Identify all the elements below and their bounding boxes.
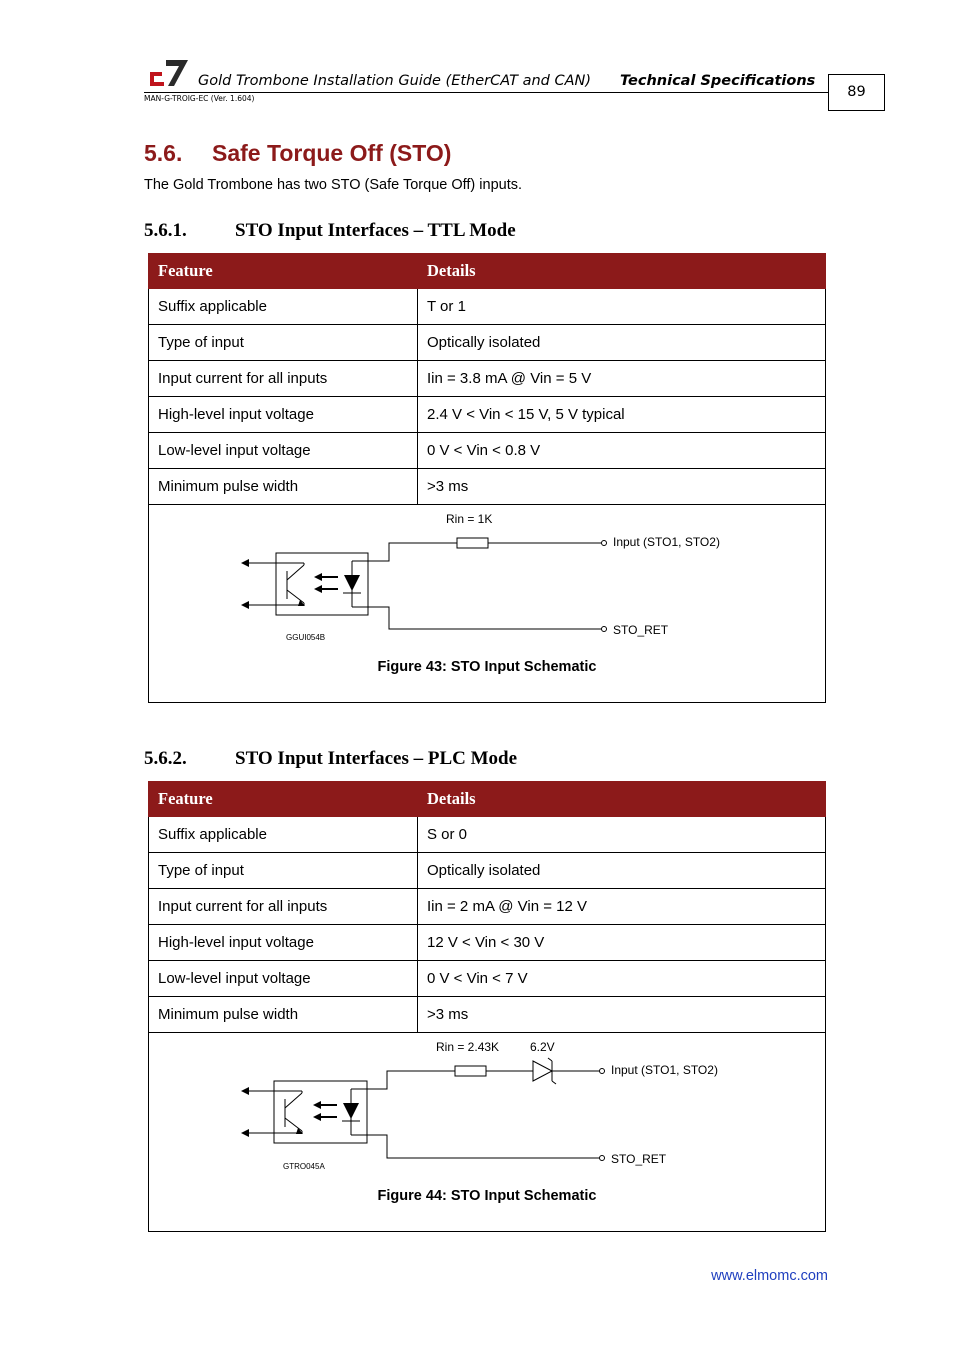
page-number: 89 bbox=[828, 74, 885, 111]
resistor-rin bbox=[457, 538, 488, 548]
section-title: Safe Torque Off (STO) bbox=[212, 140, 452, 166]
section-intro: The Gold Trombone has two STO (Safe Torque Off) inputs. bbox=[144, 177, 522, 193]
feature-cell: Minimum pulse width bbox=[149, 997, 418, 1033]
schematic-code: GTRO045A bbox=[283, 1162, 325, 1171]
ttl-heading bbox=[144, 220, 516, 242]
details-cell: S or 0 bbox=[418, 817, 826, 853]
table-header-details: Details bbox=[418, 782, 826, 817]
details-cell: >3 ms bbox=[418, 469, 826, 505]
ttl-title: STO Input Interfaces – TTL Mode bbox=[235, 220, 516, 241]
details-cell: 0 V < Vin < 0.8 V bbox=[418, 433, 826, 469]
table-row bbox=[149, 397, 826, 433]
rin-label: Rin = 1K bbox=[446, 512, 493, 526]
details-cell: 0 V < Vin < 7 V bbox=[418, 961, 826, 997]
feature-cell: Minimum pulse width bbox=[149, 469, 418, 505]
section-heading bbox=[144, 140, 451, 167]
feature-cell: High-level input voltage bbox=[149, 397, 418, 433]
table-header-row bbox=[149, 782, 826, 817]
ttl-number: 5.6.1. bbox=[144, 220, 187, 241]
feature-cell: Suffix applicable bbox=[149, 817, 418, 853]
schematic-code: GGUI054B bbox=[286, 633, 326, 642]
table-row bbox=[149, 325, 826, 361]
footer-website-link[interactable]: www.elmomc.com bbox=[711, 1268, 828, 1284]
sto-ret-label: STO_RET bbox=[613, 623, 669, 637]
details-cell: Optically isolated bbox=[418, 853, 826, 889]
header-section-name: Technical Specifications bbox=[620, 73, 816, 89]
resistor-rin bbox=[455, 1066, 486, 1076]
table-row bbox=[149, 289, 826, 325]
feature-cell: Low-level input voltage bbox=[149, 433, 418, 469]
rin-label: Rin = 2.43K bbox=[436, 1040, 500, 1054]
plc-number: 5.6.2. bbox=[144, 748, 187, 769]
plc-figure-caption: Figure 44: STO Input Schematic bbox=[377, 1188, 597, 1204]
input-label: Input (STO1, STO2) bbox=[611, 1063, 718, 1077]
table-header-feature: Feature bbox=[149, 782, 418, 817]
details-cell: 12 V < Vin < 30 V bbox=[418, 925, 826, 961]
feature-cell: Low-level input voltage bbox=[149, 961, 418, 997]
details-cell: >3 ms bbox=[418, 997, 826, 1033]
table-row bbox=[149, 853, 826, 889]
details-cell: Iin = 3.8 mA @ Vin = 5 V bbox=[418, 361, 826, 397]
table-row bbox=[149, 433, 826, 469]
plc-title: STO Input Interfaces – PLC Mode bbox=[235, 748, 518, 769]
table-header-details: Details bbox=[418, 254, 826, 289]
plc-table bbox=[148, 781, 826, 1033]
table-row bbox=[149, 469, 826, 505]
table-row bbox=[149, 925, 826, 961]
header-version: MAN-G-TROIG-EC (Ver. 1.604) bbox=[144, 94, 255, 103]
table-row bbox=[149, 997, 826, 1033]
details-cell: Optically isolated bbox=[418, 325, 826, 361]
details-cell: 2.4 V < Vin < 15 V, 5 V typical bbox=[418, 397, 826, 433]
details-cell: T or 1 bbox=[418, 289, 826, 325]
table-header-row bbox=[149, 254, 826, 289]
details-cell: Iin = 2 mA @ Vin = 12 V bbox=[418, 889, 826, 925]
feature-cell: Input current for all inputs bbox=[149, 361, 418, 397]
header-rule bbox=[144, 92, 828, 93]
ttl-figure-cell bbox=[148, 503, 826, 703]
table-row bbox=[149, 817, 826, 853]
feature-cell: High-level input voltage bbox=[149, 925, 418, 961]
feature-cell: Input current for all inputs bbox=[149, 889, 418, 925]
feature-cell: Type of input bbox=[149, 325, 418, 361]
ttl-figure-caption: Figure 43: STO Input Schematic bbox=[377, 659, 597, 675]
plc-figure-cell bbox=[148, 1031, 826, 1232]
table-row bbox=[149, 961, 826, 997]
section-number: 5.6. bbox=[144, 140, 183, 166]
zener-label: 6.2V bbox=[530, 1040, 555, 1054]
header-doc-title: Gold Trombone Installation Guide (EtherCAT and CAN) bbox=[198, 73, 592, 89]
table-header-feature: Feature bbox=[149, 254, 418, 289]
feature-cell: Suffix applicable bbox=[149, 289, 418, 325]
ttl-table bbox=[148, 253, 826, 505]
feature-cell: Type of input bbox=[149, 853, 418, 889]
sto-ret-label: STO_RET bbox=[611, 1152, 667, 1166]
table-row bbox=[149, 361, 826, 397]
input-label: Input (STO1, STO2) bbox=[613, 535, 720, 549]
plc-heading bbox=[144, 748, 517, 770]
elmo-logo bbox=[148, 58, 190, 88]
table-row bbox=[149, 889, 826, 925]
